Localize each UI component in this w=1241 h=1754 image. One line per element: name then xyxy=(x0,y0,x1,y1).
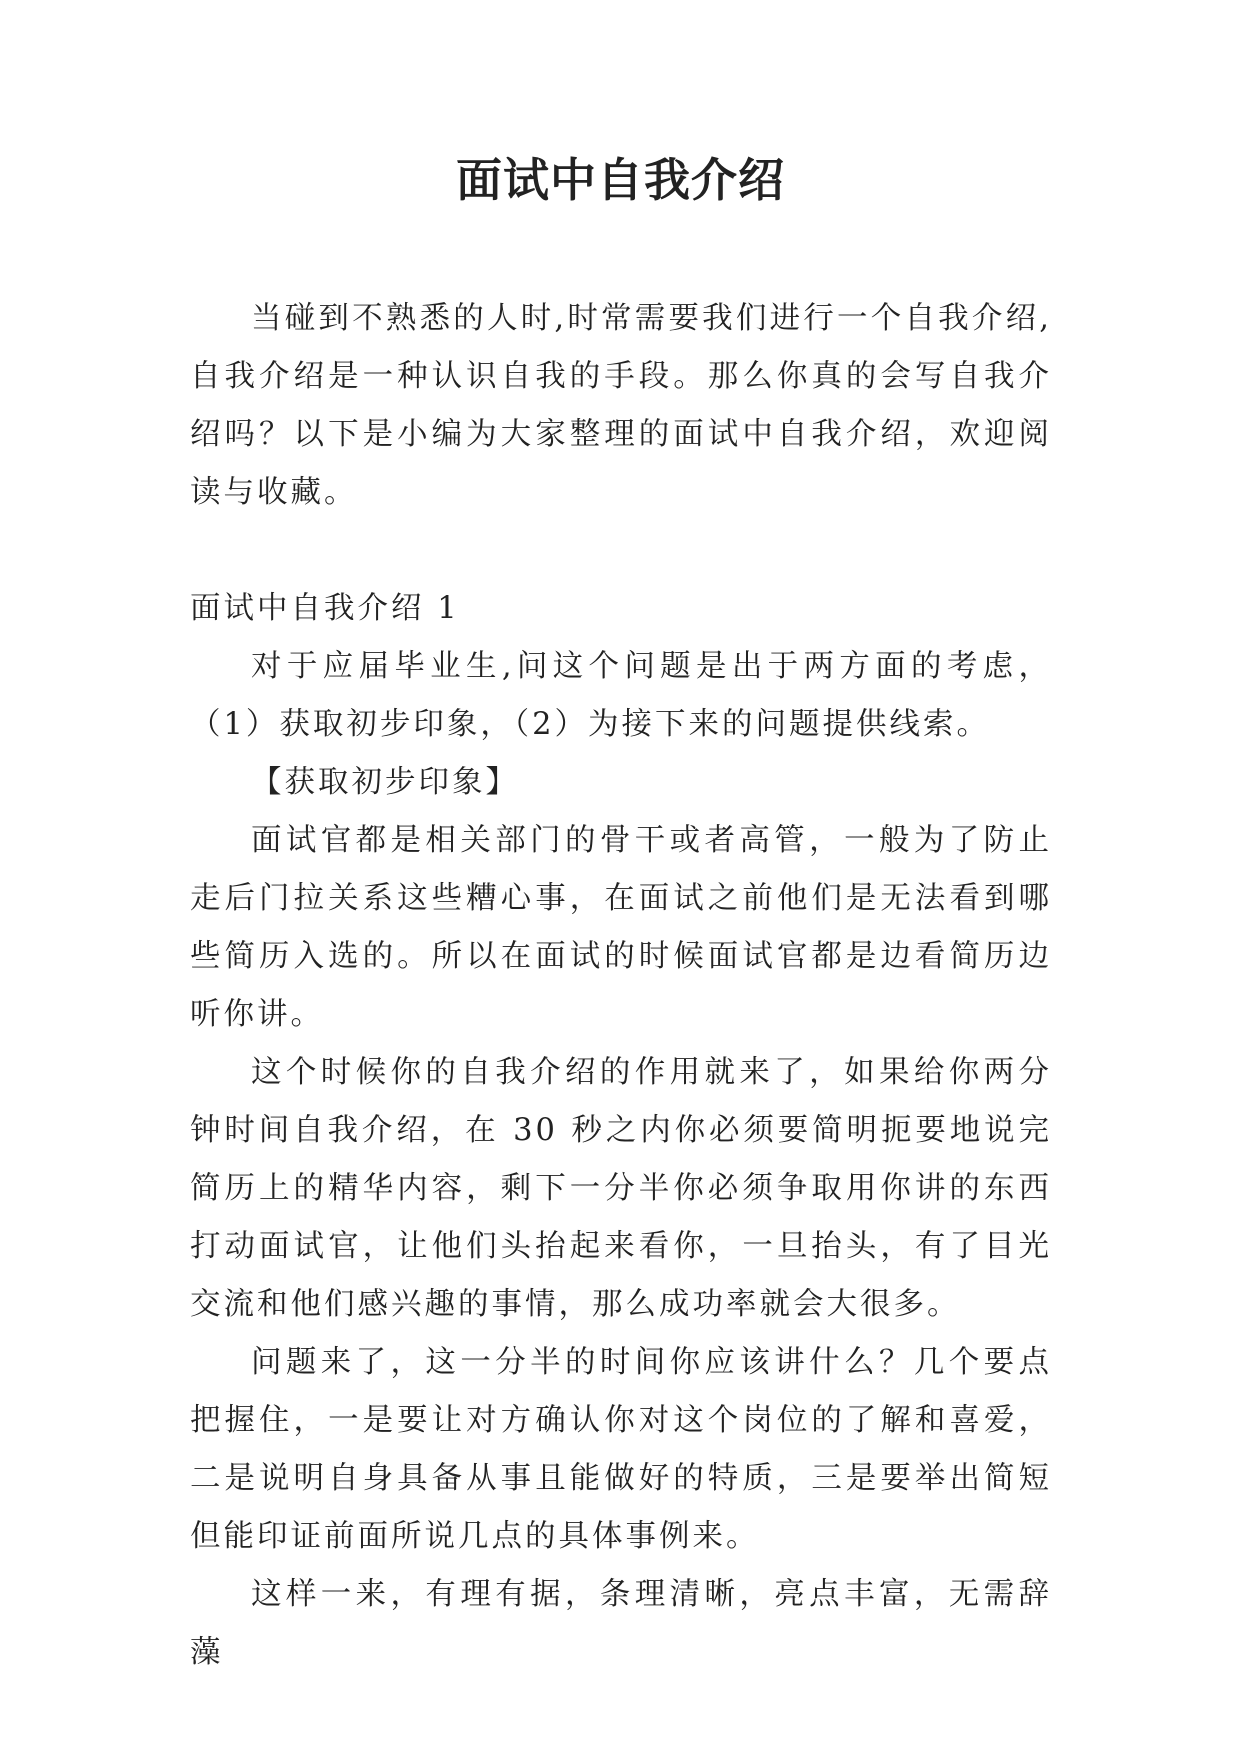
section-heading: 面试中自我介绍 1 xyxy=(190,591,460,626)
subheading-paragraph: 【获取初步印象】 xyxy=(251,765,519,800)
paragraph-spacer xyxy=(190,522,1052,580)
document-title: 面试中自我介绍 xyxy=(456,153,785,207)
body-paragraph: 这样一来，有理有据，条理清晰，亮点丰富，无需辞藻 xyxy=(190,1577,1052,1670)
body-paragraph: 对于应届毕业生,问这个问题是出于两方面的考虑，（1）获取初步印象，（2）为接下来的问题提供线索。 xyxy=(190,649,1052,742)
body-paragraph: 面试官都是相关部门的骨干或者高管，一般为了防止走后门拉关系这些糟心事，在面试之前他们是无法看到哪些简历入选的。所以在面试的时候面试官都是边看简历边听你讲。 xyxy=(190,823,1052,1032)
body-paragraph: 这个时候你的自我介绍的作用就来了，如果给你两分钟时间自我介绍，在 30 秒之内你必须要简明扼要地说完简历上的精华内容，剩下一分半你必须争取用你讲的东西打动面试官，让他们头抬起来看你，一旦抬头，有了目光交流和他们感兴趣的事情，那么成功率就会大很多。 xyxy=(190,1055,1052,1322)
intro-paragraph: 当碰到不熟悉的人时,时常需要我们进行一个自我介绍,自我介绍是一种认识自我的手段。那么你真的会写自我介绍吗？以下是小编为大家整理的面试中自我介绍，欢迎阅读与收藏。 xyxy=(190,301,1052,510)
body-paragraph: 问题来了，这一分半的时间你应该讲什么？几个要点把握住，一是要让对方确认你对这个岗位的了解和喜爱，二是说明自身具备从事且能做好的特质，三是要举出简短但能印证前面所说几点的具体事例来。 xyxy=(190,1345,1052,1554)
document-body xyxy=(190,290,1052,1682)
